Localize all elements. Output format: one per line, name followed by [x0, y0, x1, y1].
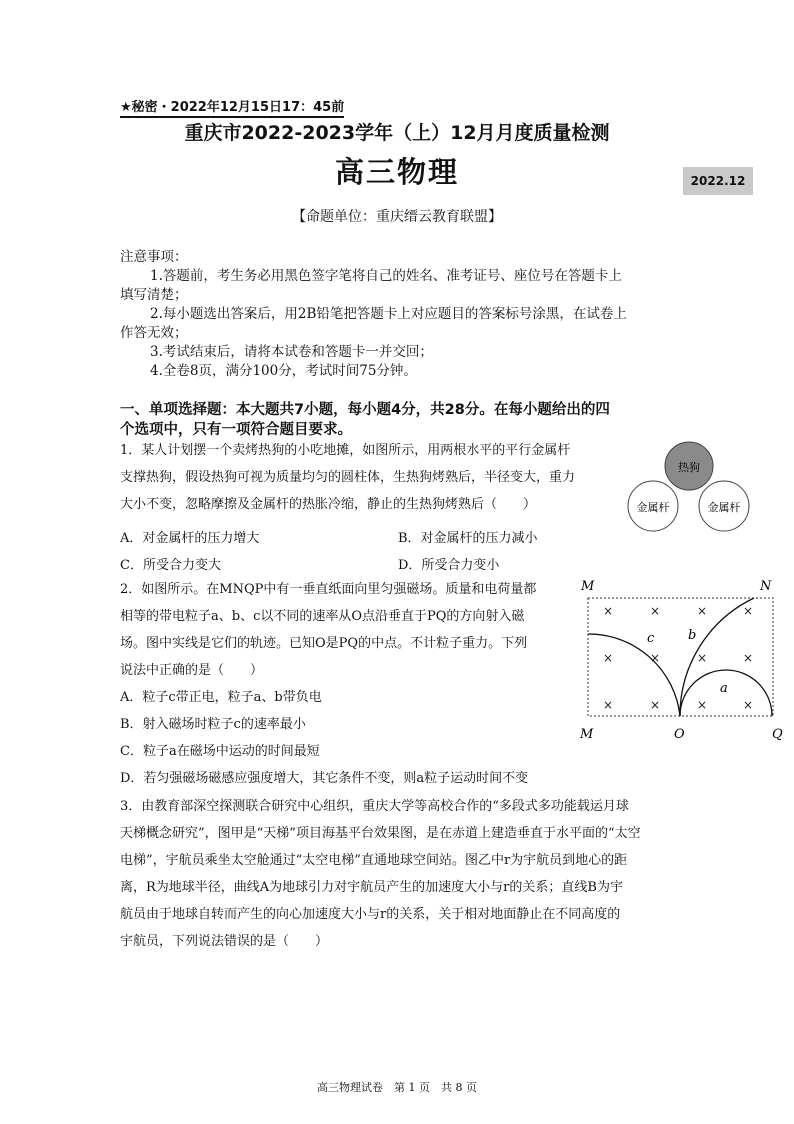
field-cross: ×	[696, 698, 708, 712]
rod-right-label: 金属杆	[707, 501, 741, 514]
question-line: 电梯”，宇航员乘坐太空舱通过“太空电梯”直通地球空间站。图乙中r为宇航员到地心的距	[120, 853, 628, 868]
question-line: 宇航员，下列说法错误的是（ ）	[120, 934, 329, 949]
q1-option-c: C．所受合力变大	[120, 558, 221, 573]
q2-option-a: A．粒子c带正电，粒子a、b带负电	[120, 690, 322, 705]
question-1	[120, 437, 620, 518]
section-heading-line: 个选项中，只有一项符合题目要求。	[120, 422, 352, 438]
question-line: 3．由教育部深空探测联合研究中心组织，重庆大学等高校合作的“多段式多功能载运月球	[120, 799, 629, 814]
q1-option-d: D．所受合力变小	[398, 558, 500, 573]
label-N: N	[760, 579, 772, 594]
exam-notes	[120, 248, 680, 381]
note-line: 填写清楚；	[120, 287, 188, 303]
hotdog-figure	[620, 436, 780, 536]
exam-title: 重庆市2022-2023学年（上）12月月度质量检测	[184, 122, 610, 144]
question-line: 说法中正确的是（ ）	[120, 663, 264, 678]
q2-option-d: D．若匀强磁场磁感应强度增大，其它条件不变，则a粒子运动时间不变	[120, 771, 529, 786]
magnetic-field-figure	[574, 576, 789, 746]
field-cross: ×	[742, 651, 754, 665]
label-O: O	[674, 727, 685, 742]
rod-left-label: 金属杆	[636, 501, 670, 514]
note-line: 3.考试结束后，请将本试卷和答题卡一并交回；	[150, 344, 433, 360]
field-cross: ×	[602, 604, 614, 618]
label-M-top: M	[581, 579, 595, 594]
field-cross: ×	[742, 698, 754, 712]
confidential-mark: ★秘密・2022年12月15日17：45前	[120, 96, 344, 118]
field-cross: ×	[696, 651, 708, 665]
q1-option-a: A．对金属杆的压力增大	[120, 531, 260, 546]
field-cross: ×	[602, 698, 614, 712]
label-Q: Q	[772, 727, 783, 742]
question-line: 支撑热狗，假设热狗可视为质量均匀的圆柱体，生热狗烤熟后，半径变大，重力	[120, 470, 576, 485]
question-2	[120, 576, 570, 684]
label-a: a	[720, 681, 728, 696]
page-footer: 高三物理试卷 第 1 页 共 8 页	[317, 1081, 477, 1094]
question-line: 大小不变，忽略摩擦及金属杆的热胀冷缩，静止的生热狗烤熟后（ ）	[120, 497, 537, 512]
question-line: 2．如图所示。在MNQP中有一垂直纸面向里匀强磁场。质量和电荷量都	[120, 582, 537, 597]
question-line: 相等的带电粒子a、b、c以不同的速率从O点沿垂直于PQ的方向射入磁	[120, 609, 525, 624]
question-line: 航员由于地球自转而产生的向心加速度大小与r的关系，关于相对地面静止在不同高度的	[120, 907, 621, 922]
field-cross: ×	[649, 651, 661, 665]
field-crosses	[603, 604, 753, 712]
hotdog-label: 热狗	[678, 461, 700, 474]
field-cross: ×	[649, 698, 661, 712]
label-M-bottom: M	[580, 727, 594, 742]
field-cross: ×	[742, 604, 754, 618]
question-line: 天梯概念研究”，图甲是“天梯”项目海基平台效果图，是在赤道上建造垂直于水平面的“太空	[120, 826, 641, 841]
field-cross: ×	[696, 604, 708, 618]
issuing-unit: 【命题单位：重庆缙云教育联盟】	[292, 209, 502, 225]
question-line: 1．某人计划摆一个卖烤热狗的小吃地摊，如图所示，用两根水平的平行金属杆	[120, 443, 571, 458]
note-line: 作答无效；	[120, 325, 188, 341]
field-cross: ×	[602, 651, 614, 665]
q2-option-b: B．射入磁场时粒子c的速率最小	[120, 717, 306, 732]
note-line: 2.每小题选出答案后，用2B铅笔把答题卡上对应题目的答案标号涂黑，在试卷上	[150, 306, 627, 322]
note-line: 1.答题前，考生务必用黑色签字笔将自己的姓名、准考证号、座位号在答题卡上	[150, 268, 622, 284]
date-badge: 2022.12	[683, 167, 753, 195]
label-c: c	[647, 631, 655, 646]
q2-option-c: C．粒子a在磁场中运动的时间最短	[120, 744, 320, 759]
q2-options	[120, 684, 590, 792]
field-cross: ×	[649, 604, 661, 618]
q1-option-b: B．对金属杆的压力减小	[398, 531, 538, 546]
note-line: 4.全卷8页，满分100分，考试时间75分钟。	[150, 363, 417, 379]
trajectory-c	[588, 634, 680, 716]
question-line: 离，R为地球半径，曲线A为地球引力对宇航员产生的加速度大小与r的关系；直线B为宇	[120, 880, 623, 895]
question-line: 场。图中实线是它们的轨迹。已知O是PQ的中点。不计粒子重力。下列	[120, 636, 528, 651]
section-heading	[120, 400, 680, 440]
label-b: b	[688, 628, 697, 643]
question-3	[120, 793, 680, 955]
subject-title: 高三物理	[334, 155, 459, 189]
section-heading-line: 一、单项选择题：本大题共7小题，每小题4分，共28分。在每小题给出的四	[120, 402, 610, 418]
notes-heading: 注意事项：	[120, 249, 188, 265]
